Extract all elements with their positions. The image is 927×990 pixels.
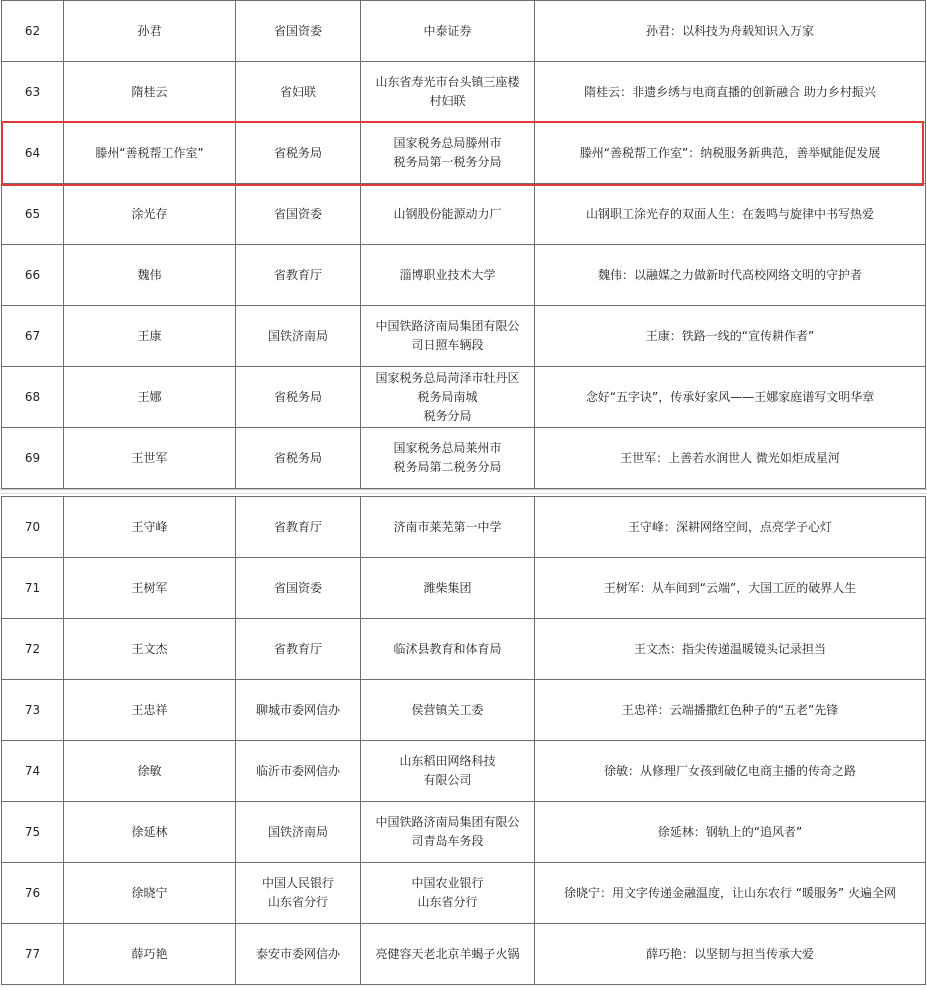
- table-row: [2, 924, 926, 985]
- work-unit-cell: [361, 619, 535, 680]
- recommending-department-cell: 临沂市委网信办: [236, 741, 361, 802]
- story-title-cell: 徐敏：从修理厂女孩到破亿电商主播的传奇之路: [535, 741, 926, 802]
- recommending-department-cell: 省国资委: [236, 558, 361, 619]
- work-unit-line: 村妇联: [429, 94, 466, 108]
- story-title-cell: 王树军：从车间到“云端”，大国工匠的破界人生: [535, 558, 926, 619]
- person-name-cell: 王树军: [64, 558, 236, 619]
- table-row: [2, 428, 926, 489]
- work-unit-cell: [361, 863, 535, 924]
- story-title-cell: 隋桂云：非遗乡绣与电商直播的创新融合 助力乡村振兴: [535, 62, 926, 123]
- story-title-cell: 念好“五字诀”，传承好家风——王娜家庭谱写文明华章: [535, 367, 926, 428]
- table-row: [2, 306, 926, 367]
- work-unit-line: 山东稻田网络科技: [399, 754, 496, 768]
- work-unit-line: 税务局第一税务分局: [393, 155, 502, 169]
- work-unit-cell: [361, 1, 535, 62]
- story-title-cell: 薛巧艳：以坚韧与担当传承大爱: [535, 924, 926, 985]
- work-unit-line: 税务分局: [423, 408, 472, 423]
- story-title-cell: 王文杰：指尖传递温暖镜头记录担当: [535, 619, 926, 680]
- story-title-cell: 王康：铁路一线的“宣传耕作者”: [535, 306, 926, 367]
- table-row: [2, 619, 926, 680]
- recommending-department-cell: 省国资委: [236, 1, 361, 62]
- work-unit-cell: [361, 680, 535, 741]
- work-unit-cell: [361, 62, 535, 123]
- table-row: [2, 741, 926, 802]
- table-row: [2, 863, 926, 924]
- work-unit-line: 侯营镇关工委: [411, 702, 484, 717]
- row-number-cell: 76: [2, 863, 64, 924]
- table-row: [2, 367, 926, 428]
- recommending-department-cell: 国铁济南局: [236, 802, 361, 863]
- table-row: [2, 1, 926, 62]
- recommending-department-cell: 泰安市委网信办: [236, 924, 361, 985]
- honor-list-table-part2: [1, 496, 926, 985]
- person-name-cell: 王康: [64, 306, 236, 367]
- story-title-cell: 滕州“善税帮工作室”：纳税服务新典范，善举赋能促发展: [535, 123, 926, 184]
- person-name-cell: 王文杰: [64, 619, 236, 680]
- row-number-cell: 74: [2, 741, 64, 802]
- work-unit-line: 淄博职业技术大学: [399, 267, 496, 282]
- row-number-cell: 64: [2, 123, 64, 184]
- work-unit-line: 济南市莱芜第一中学: [393, 519, 502, 534]
- person-name-cell: 王娜: [64, 367, 236, 428]
- work-unit-cell: [361, 367, 535, 428]
- work-unit-cell: [361, 497, 535, 558]
- row-number-cell: 69: [2, 428, 64, 489]
- person-name-cell: 孙君: [64, 1, 236, 62]
- recommending-department-cell: 聊城市委网信办: [236, 680, 361, 741]
- honor-list-table-part1: [1, 0, 926, 489]
- recommending-department-cell: 省国资委: [236, 184, 361, 245]
- person-name-cell: 徐敏: [64, 741, 236, 802]
- recommending-department-cell: 省教育厅: [236, 497, 361, 558]
- page-divider: [0, 493, 927, 494]
- work-unit-line: 亮健容天老北京羊蝎子火锅: [375, 946, 520, 961]
- recommending-department-cell: 省妇联: [236, 62, 361, 123]
- story-title-cell: 徐晓宁：用文字传递金融温度，让山东农行 “暖服务” 火遍全网: [535, 863, 926, 924]
- work-unit-line: 税务局第二税务分局: [393, 460, 502, 474]
- story-title-cell: 徐延林：钢轨上的“追风者”: [535, 802, 926, 863]
- recommending-department-cell: 省税务局: [236, 123, 361, 184]
- work-unit-cell: [361, 741, 535, 802]
- person-name-cell: 薛巧艳: [64, 924, 236, 985]
- row-number-cell: 72: [2, 619, 64, 680]
- row-number-cell: 71: [2, 558, 64, 619]
- work-unit-line: 国家税务总局莱州市: [393, 441, 502, 455]
- table-row: [2, 680, 926, 741]
- table-row: [2, 123, 926, 184]
- work-unit-cell: [361, 802, 535, 863]
- recommending-department-cell: 省税务局: [236, 367, 361, 428]
- person-name-cell: 滕州“善税帮工作室”: [64, 123, 236, 184]
- row-number-cell: 75: [2, 802, 64, 863]
- person-name-cell: 王守峰: [64, 497, 236, 558]
- work-unit-line: 中国农业银行: [411, 876, 484, 890]
- row-number-cell: 73: [2, 680, 64, 741]
- work-unit-line: 潍柴集团: [423, 580, 472, 595]
- row-number-cell: 65: [2, 184, 64, 245]
- person-name-cell: 魏伟: [64, 245, 236, 306]
- row-number-cell: 77: [2, 924, 64, 985]
- work-unit-line: 山钢股份能源动力厂: [393, 206, 502, 221]
- work-unit-line: 山东省分行: [417, 895, 478, 909]
- work-unit-cell: [361, 558, 535, 619]
- work-unit-cell: [361, 924, 535, 985]
- page-divider: [0, 489, 927, 490]
- recommending-department-text: 中国人民银行 山东省分行: [261, 876, 334, 909]
- work-unit-line: 司青岛车务段: [411, 834, 484, 848]
- story-title-cell: 王忠祥：云端播撒红色种子的“五老”先锋: [535, 680, 926, 741]
- recommending-department-cell: 省税务局: [236, 428, 361, 489]
- work-unit-line: 临沭县教育和体育局: [393, 641, 502, 656]
- recommending-department-cell: 省教育厅: [236, 619, 361, 680]
- work-unit-cell: [361, 245, 535, 306]
- work-unit-cell: [361, 184, 535, 245]
- story-title-cell: 山钢职工涂光存的双面人生：在轰鸣与旋律中书写热爱: [535, 184, 926, 245]
- work-unit-line: 国家税务总局滕州市: [393, 136, 502, 150]
- work-unit-line: 司日照车辆段: [411, 338, 484, 352]
- recommending-department-cell: 省教育厅: [236, 245, 361, 306]
- story-title-cell: 王世军：上善若水润世人 微光如炬成星河: [535, 428, 926, 489]
- work-unit-cell: [361, 306, 535, 367]
- story-title-cell: 王守峰：深耕网络空间，点亮学子心灯: [535, 497, 926, 558]
- person-name-cell: 王忠祥: [64, 680, 236, 741]
- person-name-cell: 隋桂云: [64, 62, 236, 123]
- table-row: [2, 802, 926, 863]
- story-title-cell: 魏伟：以融媒之力做新时代高校网络文明的守护者: [535, 245, 926, 306]
- row-number-cell: 62: [2, 1, 64, 62]
- table-row: [2, 184, 926, 245]
- table-row: [2, 62, 926, 123]
- table-row: [2, 497, 926, 558]
- row-number-cell: 63: [2, 62, 64, 123]
- work-unit-line: 中国铁路济南局集团有限公: [375, 319, 520, 333]
- row-number-cell: 67: [2, 306, 64, 367]
- row-number-cell: 68: [2, 367, 64, 428]
- person-name-cell: 徐延林: [64, 802, 236, 863]
- table-row: [2, 245, 926, 306]
- work-unit-line: 中国铁路济南局集团有限公: [375, 815, 520, 829]
- table-row: [2, 558, 926, 619]
- work-unit-cell: [361, 428, 535, 489]
- work-unit-line: 中泰证券: [423, 23, 472, 38]
- work-unit-line: 国家税务总局菏泽市牡丹区: [375, 370, 520, 385]
- recommending-department-cell: 国铁济南局: [236, 306, 361, 367]
- recommending-department-cell: [236, 863, 361, 924]
- story-title-cell: 孙君：以科技为舟载知识入万家: [535, 1, 926, 62]
- row-number-cell: 70: [2, 497, 64, 558]
- work-unit-cell: [361, 123, 535, 184]
- person-name-cell: 徐晓宁: [64, 863, 236, 924]
- work-unit-line: 税务局南城: [417, 389, 478, 404]
- work-unit-line: 山东省寿光市台头镇三座楼: [375, 75, 520, 89]
- row-number-cell: 66: [2, 245, 64, 306]
- work-unit-line: 有限公司: [423, 773, 472, 787]
- person-name-cell: 王世军: [64, 428, 236, 489]
- person-name-cell: 涂光存: [64, 184, 236, 245]
